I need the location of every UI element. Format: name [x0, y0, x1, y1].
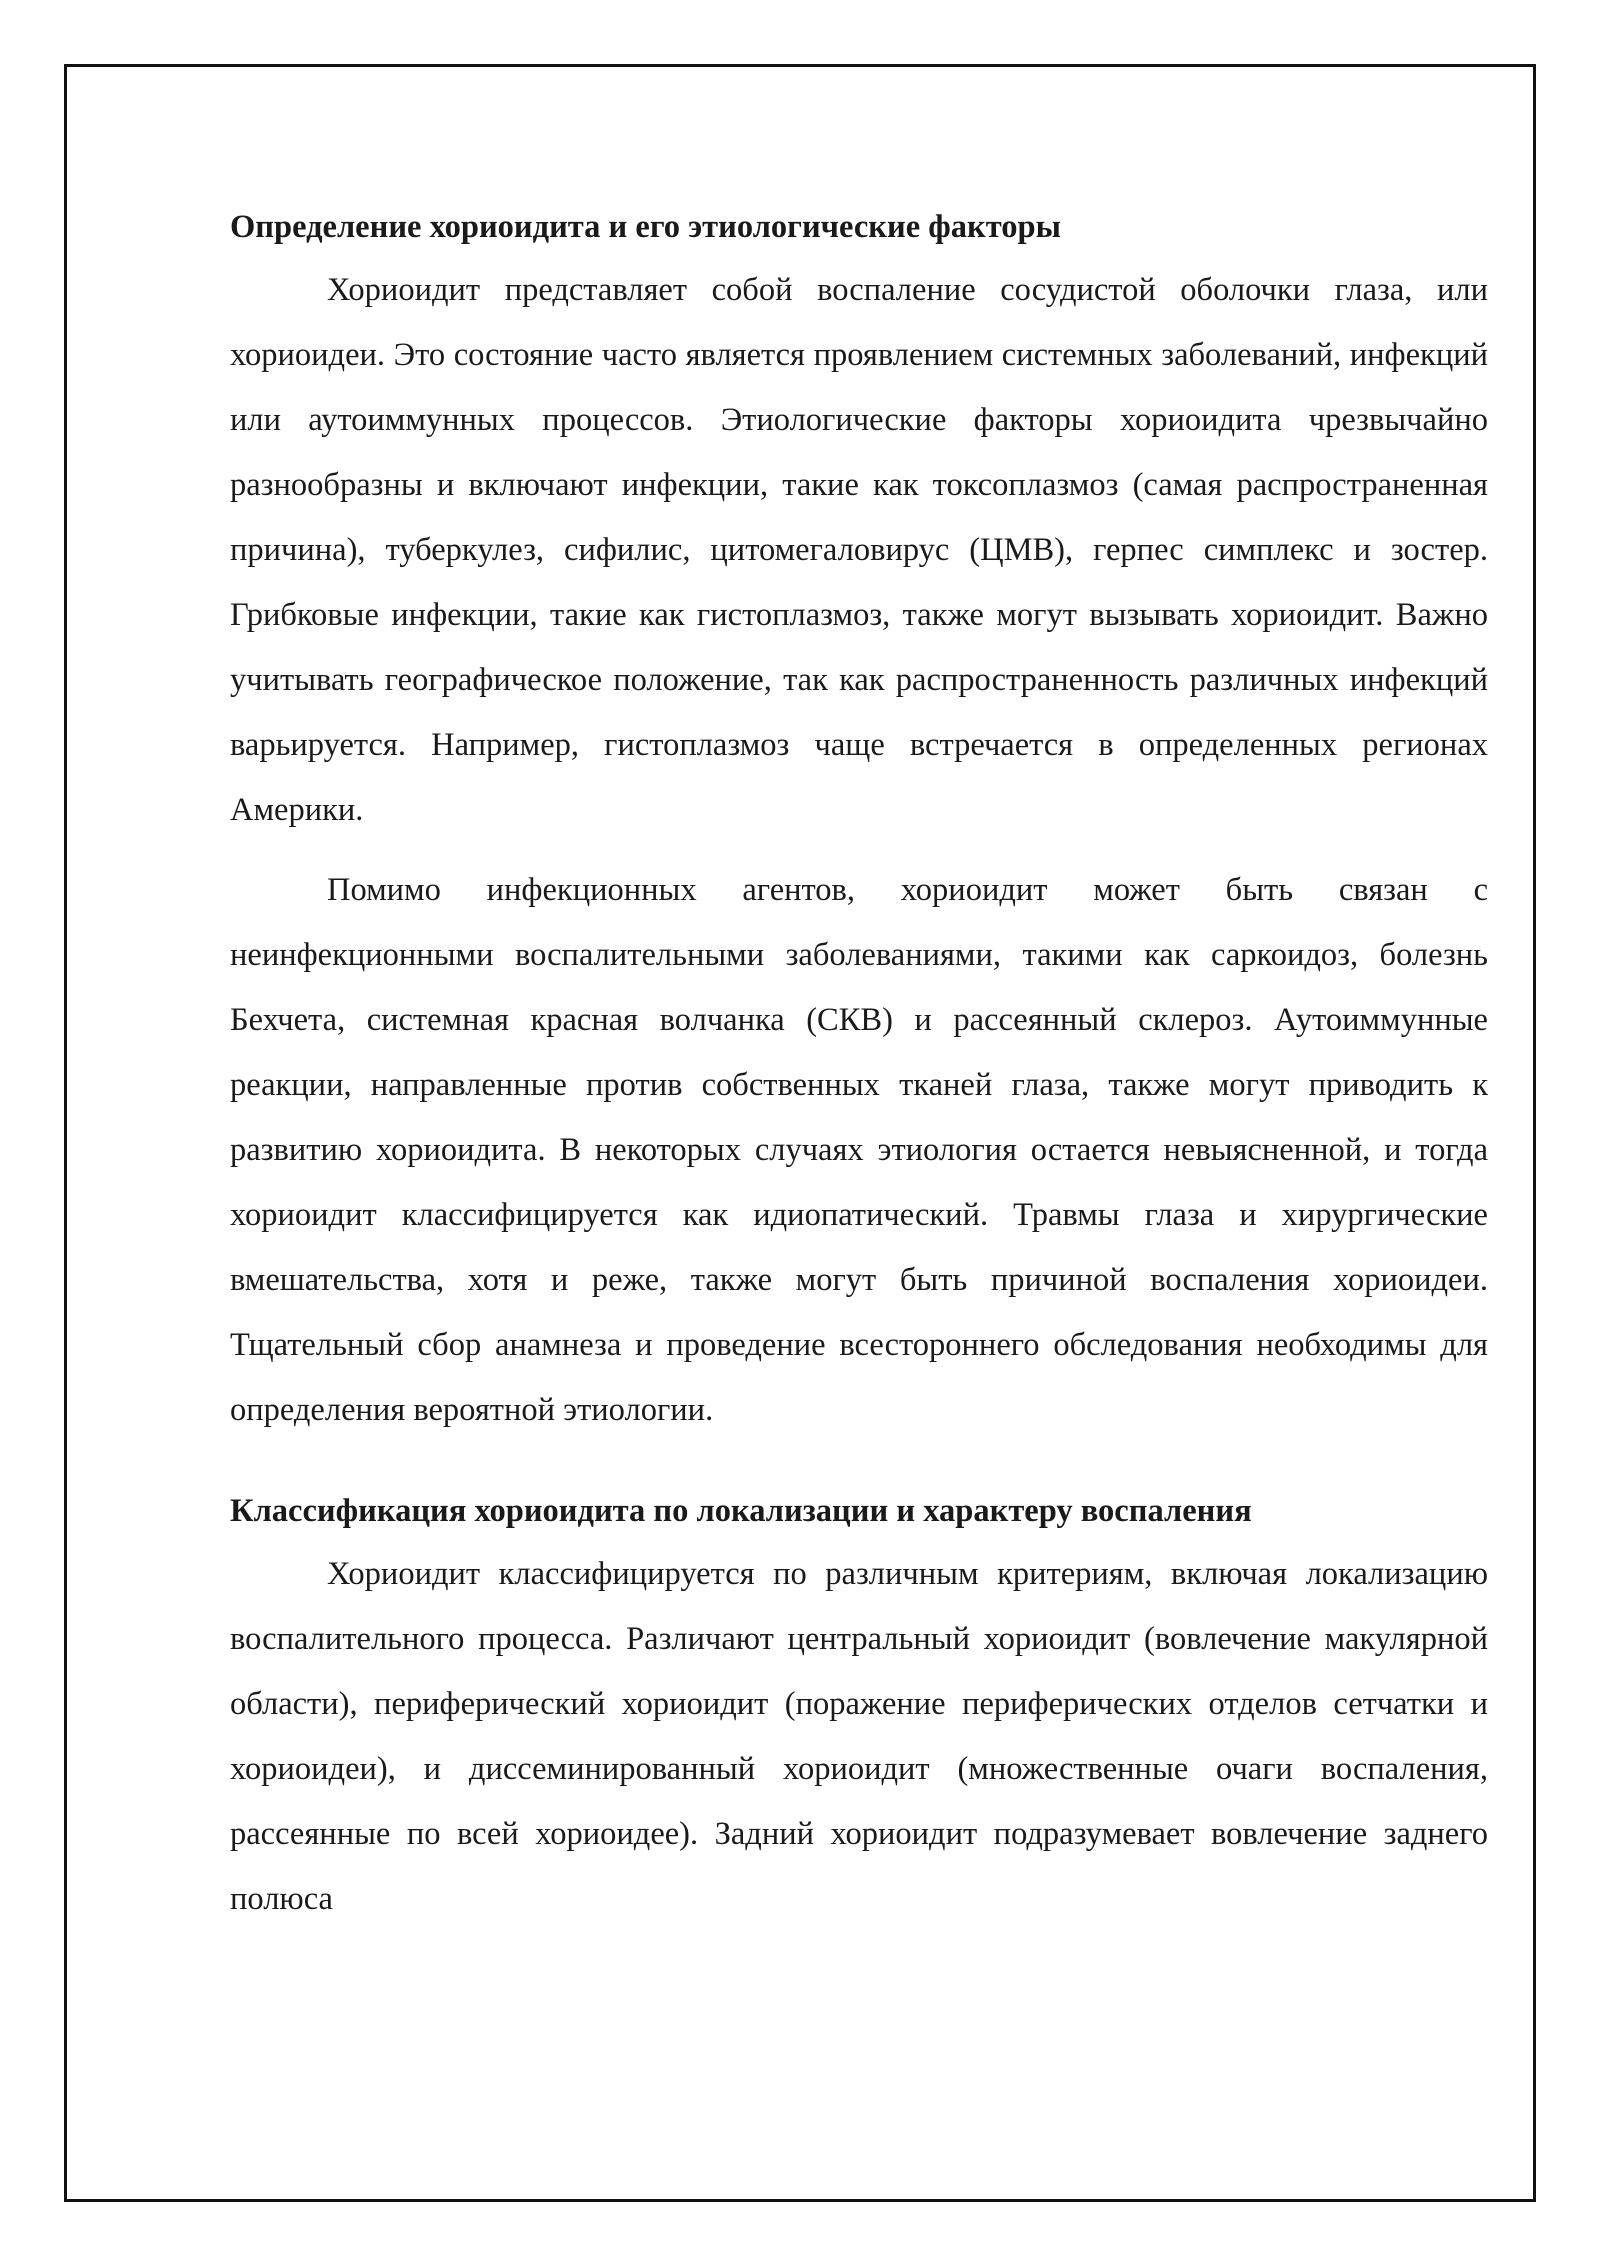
paragraph-noninfectious-causes: Помимо инфекционных агентов, хориоидит может быть связан с неинфекционными воспалительными заболеваниями, такими как саркоидоз, болезнь Бехчета, системная красная волчанка (СКВ) и рассеянный склероз. Аутоиммунные реакции, направленные против собственных тканей глаза, также могут приводить к развитию хориоидита. В некоторых случаях этиология остается невыясненной, и тогда хориоидит классифицируется как идиопатический. Травмы глаза и хирургические вмешательства, хотя и реже, также могут быть причиной воспаления хориоидеи. Тщательный сбор анамнеза и проведение всестороннего обследования необходимы для определения вероятной этиологии.	[230, 872, 1488, 1428]
paragraph-definition: Хориоидит представляет собой воспаление сосудистой оболочки глаза, или хориоидеи. Это состояние часто является проявлением системных заболеваний, инфекций или аутоиммунных процессов. Этиологические факторы хориоидита чрезвычайно разнообразны и включают инфекции, такие как токсоплазмоз (самая распространенная причина), туберкулез, сифилис, цитомегаловирус (ЦМВ), герпес симплекс и зостер. Грибковые инфекции, такие как гистоплазмоз, также могут вызывать хориоидит. Важно учитывать географическое положение, так как распространенность различных инфекций варьируется. Например, гистоплазмоз чаще встречается в определенных регионах Америки.	[230, 272, 1488, 828]
section-heading-etiology: Определение хориоидита и его этиологические факторы	[230, 209, 1061, 245]
section-heading-classification: Классификация хориоидита по локализации и характеру воспаления	[230, 1493, 1252, 1529]
paragraph-classification: Хориоидит классифицируется по различным критериям, включая локализацию воспалительного процесса. Различают центральный хориоидит (вовлечение макулярной области), периферический хориоидит (поражение периферических отделов сетчатки и хориоидеи), и диссеминированный хориоидит (множественные очаги воспаления, рассеянные по всей хориоидее). Задний хориоидит подразумевает вовлечение заднего полюса	[230, 1556, 1488, 1917]
document-body	[230, 196, 1488, 1932]
